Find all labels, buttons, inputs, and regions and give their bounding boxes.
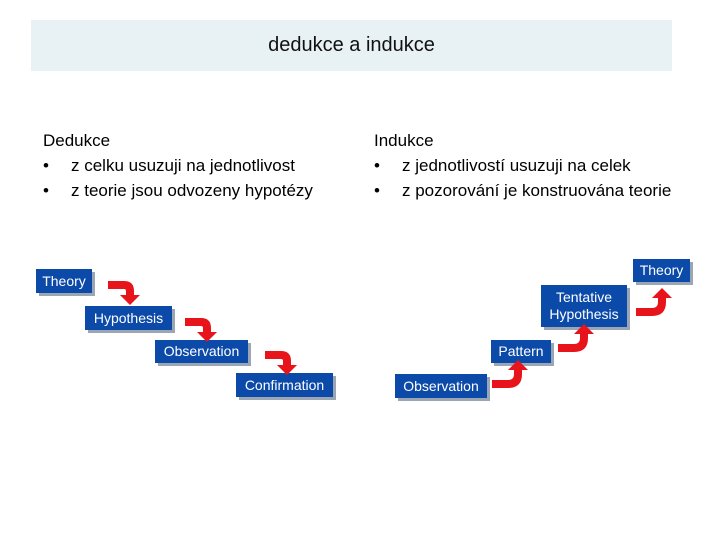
list-item: • z celku usuzuji na jednotlivost [43, 153, 353, 178]
induction-heading: Indukce [374, 131, 434, 150]
list-item: • z pozorování je konstruována teorie [374, 178, 694, 203]
list-item: • z teorie jsou odvozeny hypotézy [43, 178, 353, 203]
induction-observation-box: Observation [395, 374, 487, 398]
bullet-icon: • [374, 156, 380, 175]
arrow-up-icon [492, 360, 528, 388]
arrow-down-icon [108, 281, 140, 305]
arrow-down-icon [185, 318, 217, 342]
arrow-up-icon [636, 288, 672, 316]
induction-tentative-hypothesis-box: Tentative Hypothesis [541, 285, 627, 327]
deduction-heading: Dedukce [43, 131, 111, 150]
deduction-observation-box: Observation [155, 340, 248, 363]
induction-theory-box: Theory [633, 259, 690, 282]
deduction-hypothesis-box: Hypothesis [85, 306, 172, 330]
bullet-icon: • [374, 181, 380, 200]
induction-pattern-box: Pattern [491, 340, 551, 363]
deduction-theory-box: Theory [36, 269, 92, 293]
arrow-up-icon [558, 324, 594, 352]
arrow-down-icon [265, 351, 297, 375]
deduction-confirmation-box: Confirmation [236, 373, 333, 397]
slide-title: dedukce a indukce [268, 34, 435, 56]
list-item: • z jednotlivostí usuzuji na celek [374, 153, 694, 178]
bullet-icon: • [43, 181, 49, 200]
bullet-icon: • [43, 156, 49, 175]
